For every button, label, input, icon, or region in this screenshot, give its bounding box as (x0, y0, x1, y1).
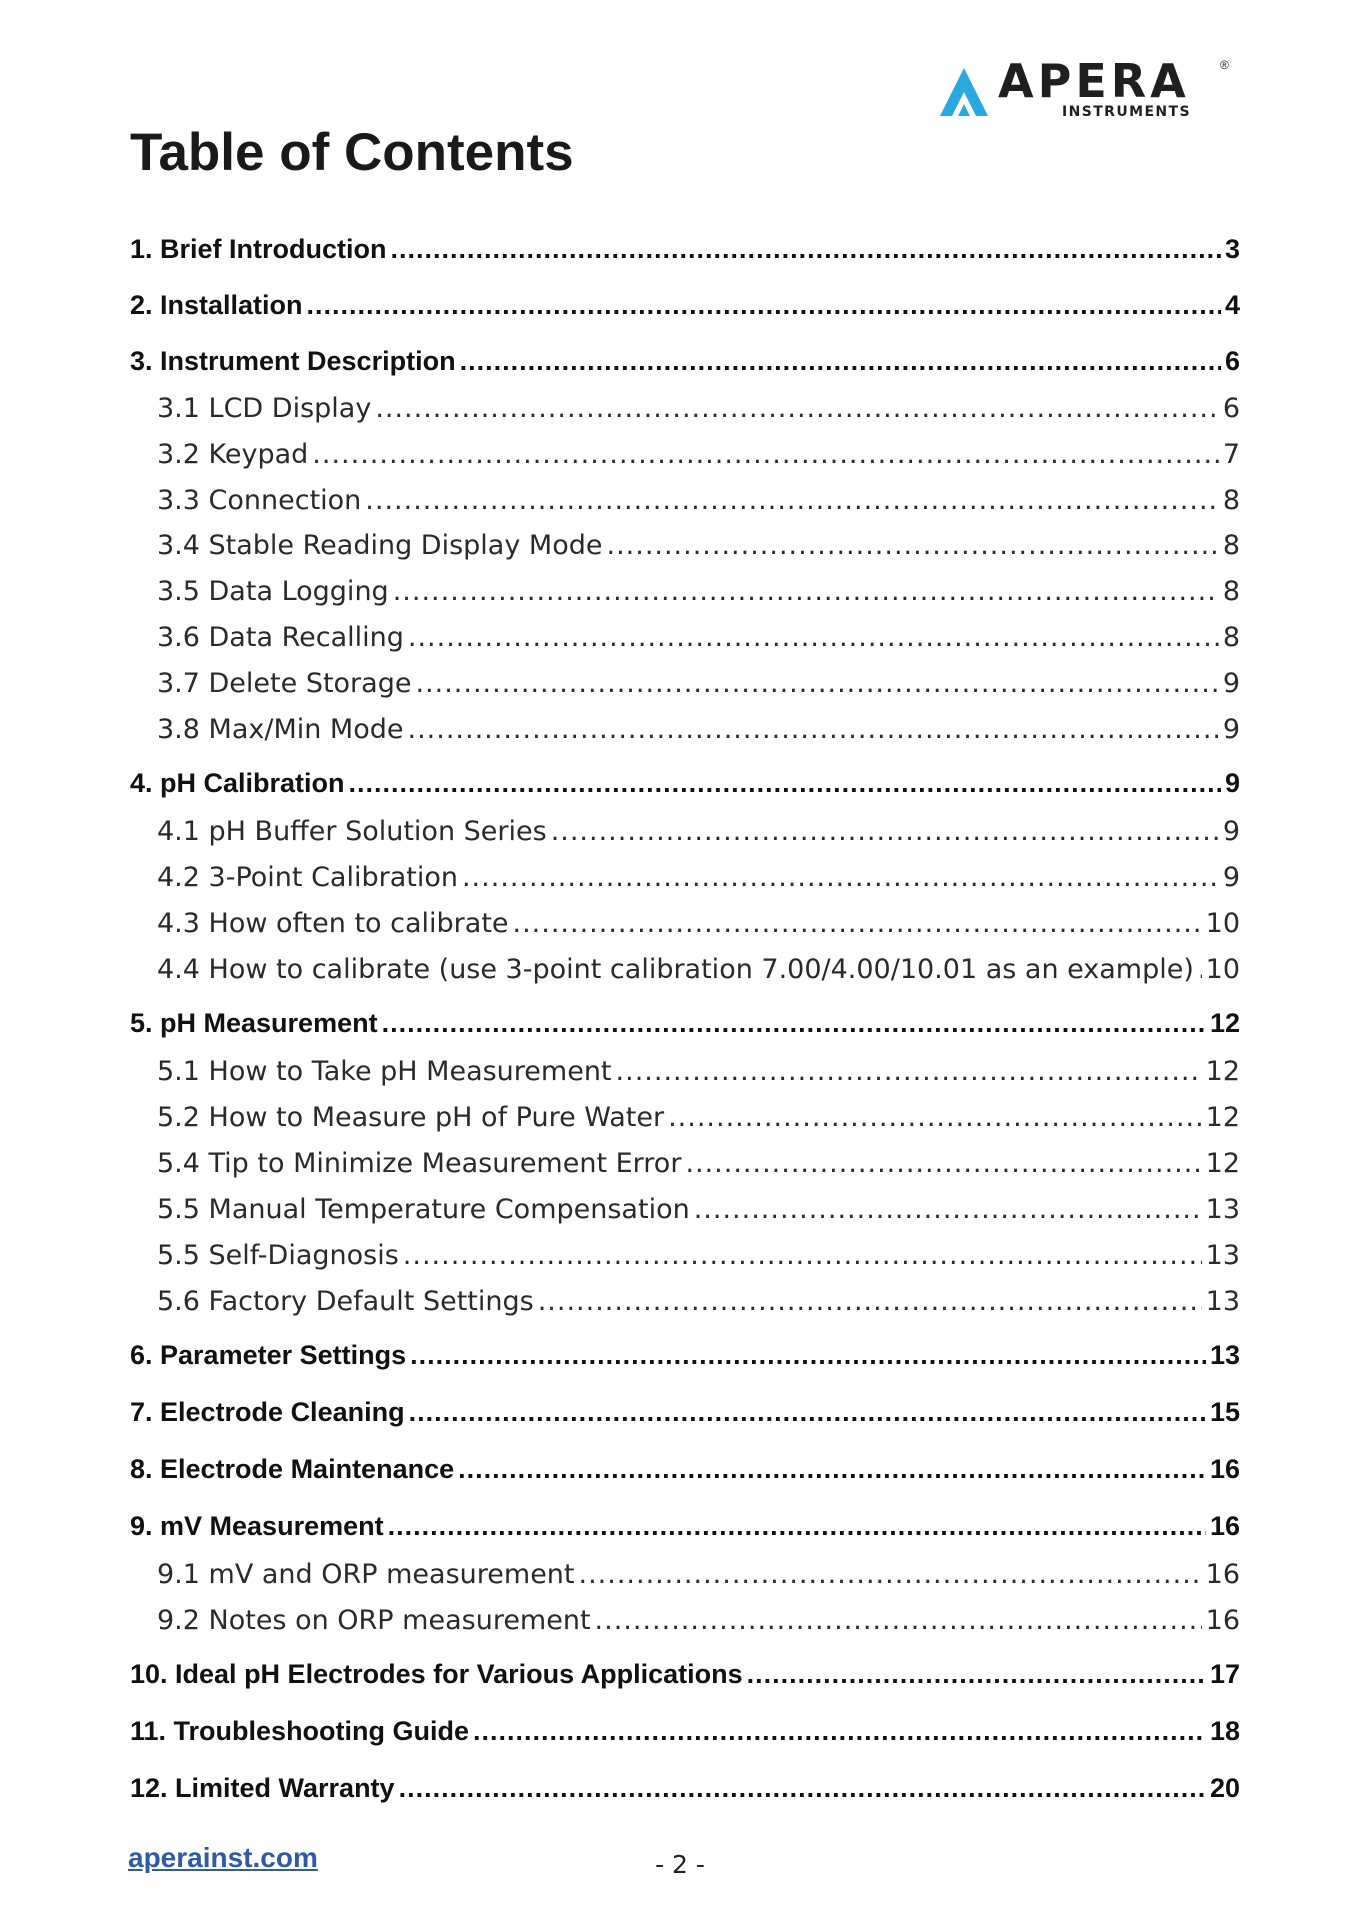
toc-subsection[interactable] (130, 956, 1240, 983)
toc-entry-page: 9 (1224, 768, 1240, 798)
toc-dot-leader (458, 1456, 1206, 1483)
toc-entry-page: 13 (1209, 1340, 1240, 1370)
toc-entry-page: 12 (1205, 1102, 1240, 1133)
toc-entry-label: 3.8 Max/Min Mode (157, 714, 404, 745)
toc-entry-page: 13 (1205, 1240, 1240, 1271)
toc-section[interactable] (130, 1718, 1240, 1745)
toc-dot-leader (551, 818, 1219, 845)
toc-dot-leader (616, 1058, 1202, 1085)
toc-dot-leader (410, 1342, 1206, 1369)
toc-entry-label: 5.1 How to Take pH Measurement (157, 1056, 612, 1087)
toc-entry-label: 5.6 Factory Default Settings (157, 1286, 534, 1317)
toc-entry-label: 12. Limited Warranty (130, 1773, 395, 1803)
toc-entry-page: 10 (1205, 908, 1240, 939)
toc-dot-leader (349, 770, 1221, 797)
toc-subsection[interactable] (130, 1288, 1240, 1315)
toc-dot-leader (375, 395, 1219, 422)
toc-section[interactable] (130, 1399, 1240, 1426)
toc-entry-page: 13 (1205, 1194, 1240, 1225)
toc-dot-leader (403, 1242, 1202, 1269)
toc-entry-page: 16 (1209, 1511, 1240, 1541)
toc-entry-page: 9 (1222, 668, 1240, 699)
toc-subsection[interactable] (130, 441, 1240, 468)
toc-entry-page: 3 (1224, 234, 1240, 264)
toc-dot-leader (685, 1150, 1201, 1177)
toc-entry-label: 11. Troubleshooting Guide (130, 1716, 470, 1746)
toc-dot-leader (462, 864, 1219, 891)
toc-entry-label: 3.5 Data Logging (157, 576, 389, 607)
toc-entry-label: 5.4 Tip to Minimize Measurement Error (157, 1148, 682, 1179)
toc-dot-leader (606, 532, 1218, 559)
toc-dot-leader (391, 236, 1221, 263)
toc-entry-page: 16 (1205, 1605, 1240, 1636)
toc-entry-page: 9 (1222, 714, 1240, 745)
page-number: - 2 - (655, 1850, 705, 1879)
toc-dot-leader (408, 624, 1219, 651)
toc-subsection[interactable] (130, 1104, 1240, 1131)
toc-entry-page: 15 (1209, 1397, 1240, 1427)
toc-entry-page: 12 (1205, 1056, 1240, 1087)
toc-entry-label: 3.6 Data Recalling (157, 622, 404, 653)
toc-entry-page: 10 (1205, 954, 1240, 985)
toc-entry-label: 5.5 Manual Temperature Compensation (157, 1194, 690, 1225)
toc-dot-leader (538, 1288, 1202, 1315)
toc-entry-label: 3.1 LCD Display (157, 393, 372, 424)
toc-subsection[interactable] (130, 1607, 1240, 1634)
apera-logo-icon (936, 58, 998, 120)
toc-entry-label: 10. Ideal pH Electrodes for Various Applications (130, 1659, 743, 1689)
toc-entry-page: 8 (1222, 622, 1240, 653)
toc-subsection[interactable] (130, 910, 1240, 937)
toc-subsection[interactable] (130, 1196, 1240, 1223)
toc-section[interactable] (130, 1010, 1240, 1037)
toc-entry-page: 20 (1209, 1773, 1240, 1803)
toc-subsection[interactable] (130, 532, 1240, 559)
toc-section[interactable] (130, 1775, 1240, 1802)
toc-entry-label: 3.7 Delete Storage (157, 668, 412, 699)
toc-entry-label: 4.1 pH Buffer Solution Series (157, 816, 547, 847)
toc-subsection[interactable] (130, 624, 1240, 651)
toc-entry-label: 5. pH Measurement (130, 1008, 378, 1038)
toc-dot-leader (399, 1775, 1206, 1802)
toc-entry-page: 6 (1222, 393, 1240, 424)
toc-entry-page: 9 (1222, 862, 1240, 893)
toc-subsection[interactable] (130, 1150, 1240, 1177)
toc-entry-page: 16 (1205, 1559, 1240, 1590)
toc-entry-label: 3.3 Connection (157, 485, 362, 516)
toc-entry-page: 12 (1205, 1148, 1240, 1179)
toc-dot-leader (694, 1196, 1202, 1223)
toc-subsection[interactable] (130, 1242, 1240, 1269)
toc-dot-leader (393, 578, 1219, 605)
toc-entry-page: 17 (1209, 1659, 1240, 1689)
toc-section[interactable] (130, 1661, 1240, 1688)
toc-entry-label: 7. Electrode Cleaning (130, 1397, 405, 1427)
toc-entry-page: 13 (1205, 1286, 1240, 1317)
toc-dot-leader (312, 441, 1219, 468)
toc-section[interactable] (130, 1456, 1240, 1483)
toc-entry-label: 8. Electrode Maintenance (130, 1454, 455, 1484)
toc-section[interactable] (130, 348, 1240, 375)
toc-subsection[interactable] (130, 716, 1240, 743)
toc-entry-label: 3. Instrument Description (130, 346, 456, 376)
toc-dot-leader (409, 1399, 1206, 1426)
toc-dot-leader (365, 487, 1219, 514)
toc-entry-label: 9.2 Notes on ORP measurement (157, 1605, 591, 1636)
toc-dot-leader (408, 716, 1219, 743)
toc-dot-leader (513, 910, 1202, 937)
toc-entry-label: 5.2 How to Measure pH of Pure Water (157, 1102, 665, 1133)
toc-section[interactable] (130, 1513, 1240, 1540)
toc-subsection[interactable] (130, 864, 1240, 891)
toc-entry-page: 16 (1209, 1454, 1240, 1484)
toc-entry-label: 5.5 Self-Diagnosis (157, 1240, 399, 1271)
toc-subsection[interactable] (130, 395, 1240, 422)
logo-subtitle: INSTRUMENTS (1062, 104, 1191, 120)
page-title: Table of Contents (130, 123, 574, 182)
toc-entry-page: 8 (1222, 530, 1240, 561)
toc-section[interactable] (130, 292, 1240, 319)
toc-dot-leader (668, 1104, 1202, 1131)
toc-subsection[interactable] (130, 578, 1240, 605)
toc-section[interactable] (130, 770, 1240, 797)
toc-entry-label: 1. Brief Introduction (130, 234, 387, 264)
toc-entry-label: 6. Parameter Settings (130, 1340, 407, 1370)
toc-dot-leader (595, 1607, 1202, 1634)
toc-entry-label: 4.2 3-Point Calibration (157, 862, 458, 893)
toc-dot-leader (388, 1513, 1206, 1540)
toc-entry-label: 4.3 How often to calibrate (157, 908, 509, 939)
toc-dot-leader (579, 1561, 1202, 1588)
toc-entry-label: 3.2 Keypad (157, 439, 309, 470)
apera-logo (936, 54, 1236, 124)
toc-dot-leader (415, 670, 1218, 697)
toc-dot-leader (460, 348, 1221, 375)
toc-entry-page: 12 (1209, 1008, 1240, 1038)
toc-entry-page: 4 (1224, 290, 1240, 320)
toc-entry-label: 4. pH Calibration (130, 768, 345, 798)
toc-entry-page: 8 (1222, 576, 1240, 607)
toc-entry-page: 6 (1224, 346, 1240, 376)
toc-entry-label: 9. mV Measurement (130, 1511, 384, 1541)
toc-entry-label: 4.4 How to calibrate (use 3-point calibration 7.00/4.00/10.01 as an example) (157, 954, 1194, 985)
toc-subsection[interactable] (130, 1058, 1240, 1085)
toc-dot-leader (1198, 956, 1202, 983)
toc-dot-leader (473, 1718, 1206, 1745)
registered-mark: ® (1220, 58, 1229, 72)
toc-subsection[interactable] (130, 1561, 1240, 1588)
toc-dot-leader (747, 1661, 1206, 1688)
website-link[interactable]: aperainst.com (128, 1842, 318, 1873)
toc-entry-label: 2. Installation (130, 290, 303, 320)
toc-subsection[interactable] (130, 670, 1240, 697)
toc-section[interactable] (130, 236, 1240, 263)
toc-dot-leader (382, 1010, 1206, 1037)
toc-entry-label: 9.1 mV and ORP measurement (157, 1559, 575, 1590)
logo-wordmark: APERA (998, 54, 1190, 108)
toc-entry-page: 7 (1222, 439, 1240, 470)
toc-subsection[interactable] (130, 487, 1240, 514)
toc-subsection[interactable] (130, 818, 1240, 845)
toc-section[interactable] (130, 1342, 1240, 1369)
toc-dot-leader (307, 292, 1221, 319)
toc-entry-label: 3.4 Stable Reading Display Mode (157, 530, 603, 561)
toc-entry-page: 8 (1222, 485, 1240, 516)
toc-entry-page: 18 (1209, 1716, 1240, 1746)
toc-entry-page: 9 (1222, 816, 1240, 847)
